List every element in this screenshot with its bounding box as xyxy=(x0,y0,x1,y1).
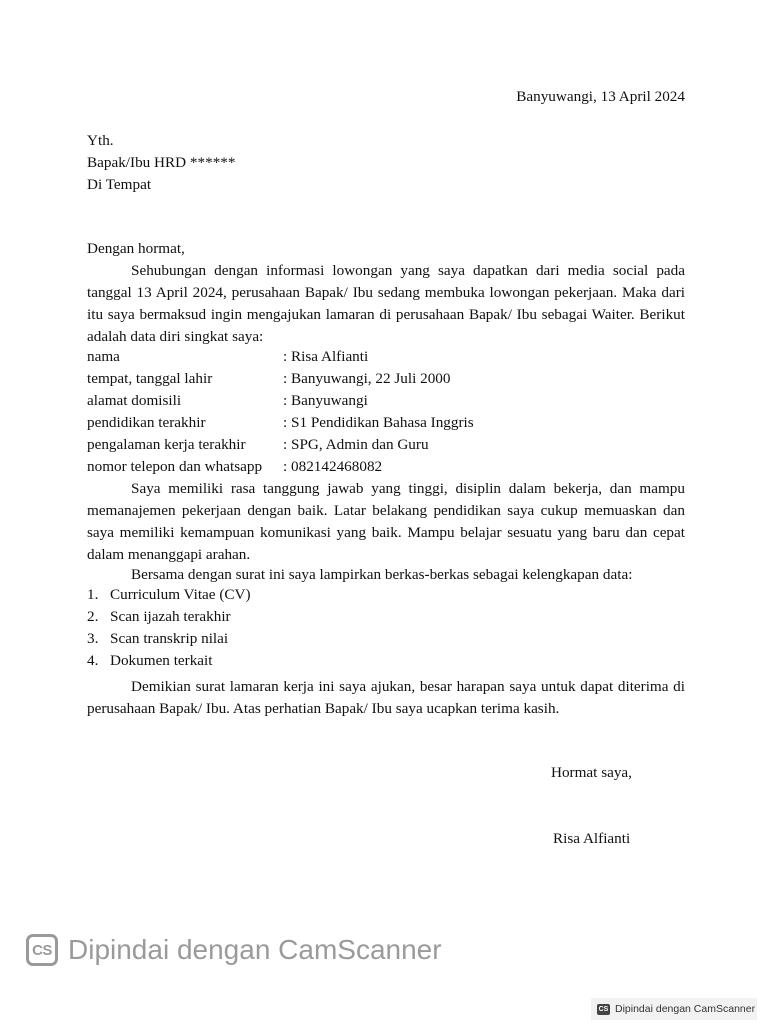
list-item-text: Scan transkrip nilai xyxy=(110,630,229,647)
personal-data-label: pendidikan terakhir xyxy=(87,414,206,431)
personal-data-table xyxy=(87,346,474,478)
camscanner-watermark-text: Dipindai dengan CamScanner xyxy=(68,934,442,965)
camscanner-footer-text: Dipindai dengan CamScanner xyxy=(615,1003,756,1015)
camscanner-footer-badge xyxy=(591,998,757,1020)
personal-data-label: nomor telepon dan whatsapp xyxy=(87,458,263,475)
personal-data-row xyxy=(87,456,474,478)
personal-data-label: nama xyxy=(87,348,120,365)
personal-data-label: pengalaman kerja terakhir xyxy=(87,436,246,453)
camscanner-logo-icon: CS xyxy=(26,934,58,966)
personal-data-value: : Banyuwangi, 22 Juli 2000 xyxy=(283,370,451,387)
qualification-paragraph: Saya memiliki rasa tanggung jawab yang tinggi, disiplin dalam bekerja, dan mampu memanajemen pekerjaan dengan baik. Latar belakang pendidikan saya cukup memuaskan dan saya memiliki kemampuan komunikasi yang baik. Mampu belajar sesuatu yang baru dan cepat dalam menanggapi arahan. xyxy=(87,480,685,563)
closing-greeting: Hormat saya, xyxy=(551,764,632,781)
recipient-line-3: Di Tempat xyxy=(87,176,152,193)
letter-date: Banyuwangi, 13 April 2024 xyxy=(516,88,685,105)
personal-data-value: : SPG, Admin dan Guru xyxy=(283,436,429,453)
list-item xyxy=(87,584,251,606)
personal-data-row xyxy=(87,412,474,434)
camscanner-watermark xyxy=(26,934,442,966)
personal-data-label: tempat, tanggal lahir xyxy=(87,370,213,387)
recipient-line-1: Yth. xyxy=(87,132,114,149)
personal-data-row xyxy=(87,346,474,368)
personal-data-value: : S1 Pendidikan Bahasa Inggris xyxy=(283,414,474,431)
signer-name: Risa Alfianti xyxy=(553,830,631,847)
personal-data-row xyxy=(87,368,474,390)
intro-paragraph: Sehubungan dengan informasi lowongan yang saya dapatkan dari media social pada tanggal 13 April 2024, perusahaan Bapak/ Ibu sedang membuka lowongan pekerjaan. Maka dari itu saya bermaksud ingin mengajukan lamaran di perusahaan Bapak/ Ibu sebagai Waiter. Berikut adalah data diri singkat saya: xyxy=(87,262,685,345)
salutation: Dengan hormat, xyxy=(87,240,185,257)
list-item-text: Scan ijazah terakhir xyxy=(110,608,231,625)
recipient-line-2: Bapak/Ibu HRD ****** xyxy=(87,154,236,171)
personal-data-label: alamat domisili xyxy=(87,392,182,409)
camscanner-small-logo-icon: CS xyxy=(598,1005,609,1013)
list-item-text: Dokumen terkait xyxy=(110,652,213,669)
list-item xyxy=(87,606,251,628)
list-item-number: 1. xyxy=(87,586,99,603)
personal-data-value: : Banyuwangi xyxy=(283,392,368,409)
list-item-number: 3. xyxy=(87,630,99,647)
list-item-number: 2. xyxy=(87,608,99,625)
list-item-text: Curriculum Vitae (CV) xyxy=(110,586,251,603)
personal-data-value: : Risa Alfianti xyxy=(283,348,369,365)
list-item-number: 4. xyxy=(87,652,99,669)
personal-data-value: : 082142468082 xyxy=(283,458,383,475)
closing-paragraph: Demikian surat lamaran kerja ini saya ajukan, besar harapan saya untuk dapat diterima di perusahaan Bapak/ Ibu. Atas perhatian Bapak/ Ibu saya ucapkan terima kasih. xyxy=(87,678,685,717)
personal-data-row xyxy=(87,390,474,412)
personal-data-row xyxy=(87,434,474,456)
attachments-intro: Bersama dengan surat ini saya lampirkan berkas-berkas sebagai kelengkapan data: xyxy=(131,566,633,583)
attachments-list xyxy=(87,584,251,672)
list-item xyxy=(87,628,251,650)
list-item xyxy=(87,650,251,672)
